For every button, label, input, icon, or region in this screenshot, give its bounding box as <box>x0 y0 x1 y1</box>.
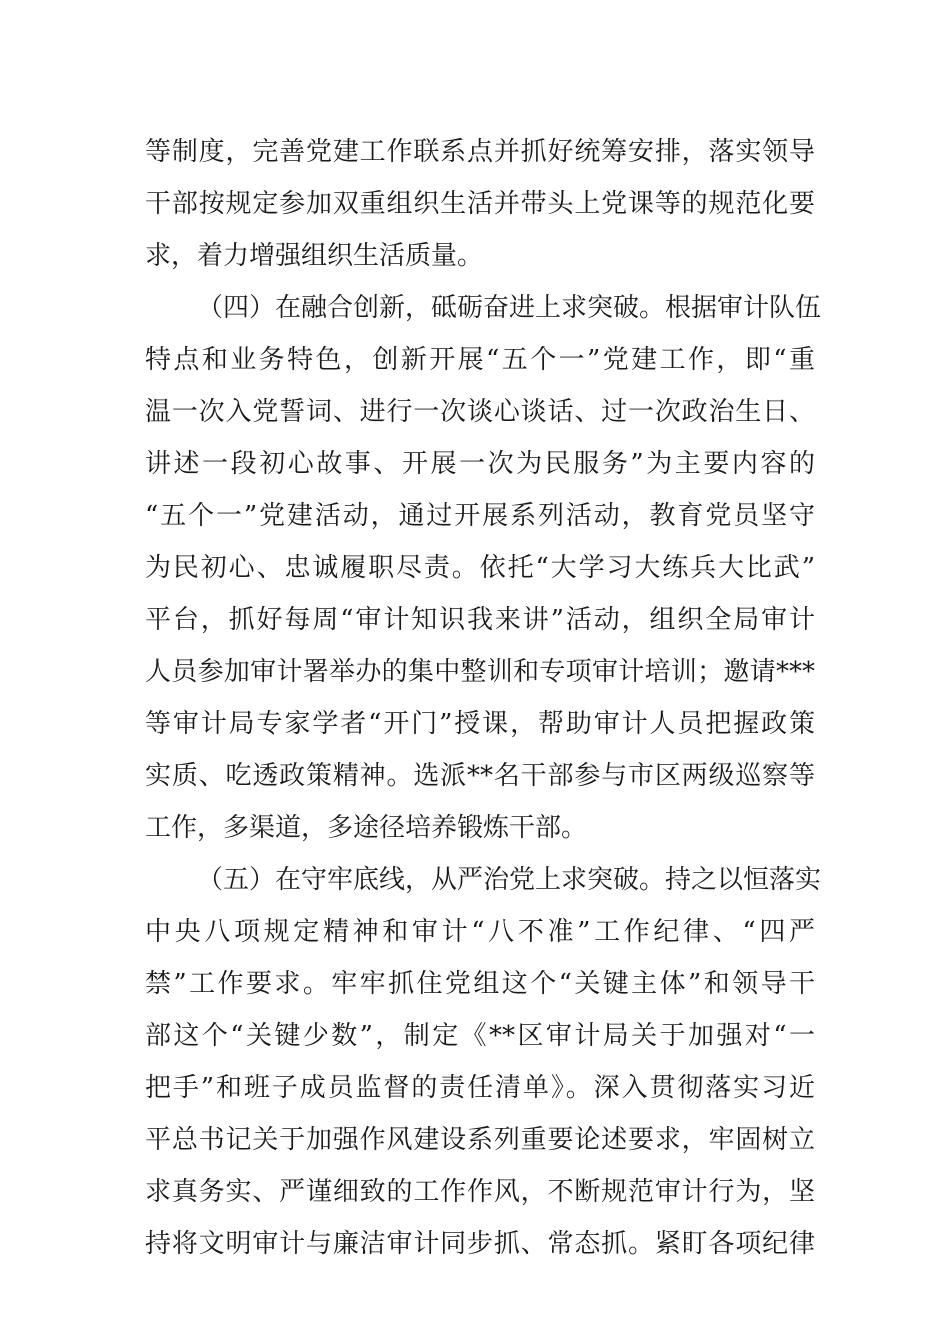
text-line: 中央八项规定精神和审计“八不准”工作纪律、“四严 <box>145 917 815 947</box>
text-line: 温一次入党誓词、进行一次谈心谈话、过一次政治生日、 <box>145 397 815 427</box>
text-line: 实质、吃透政策精神。选派**名干部参与市区两级巡察等 <box>145 761 815 791</box>
text-line: 求真务实、严谨细致的工作作风，不断规范审计行为，坚 <box>145 1177 815 1207</box>
text-line: 等审计局专家学者“开门”授课，帮助审计人员把握政策 <box>145 709 815 739</box>
text-line: 干部按规定参加双重组织生活并带头上党课等的规范化要 <box>145 189 815 219</box>
section-heading-line: （五）在守牢底线，从严治党上求突破。持之以恒落实 <box>197 865 822 895</box>
section-heading-line: （四）在融合创新，砥砺奋进上求突破。根据审计队伍 <box>197 293 822 323</box>
text-line: 平总书记关于加强作风建设系列重要论述要求，牢固树立 <box>145 1125 815 1155</box>
text-line: 禁”工作要求。牢牢抓住党组这个“关键主体”和领导干 <box>145 969 815 999</box>
text-line: 平台，抓好每周“审计知识我来讲”活动，组织全局审计 <box>145 605 815 635</box>
text-line: 特点和业务特色，创新开展“五个一”党建工作，即“重 <box>145 345 815 375</box>
text-line: 持将文明审计与廉洁审计同步抓、常态抓。紧盯各项纪律 <box>145 1229 815 1259</box>
text-line: “五个一”党建活动，通过开展系列活动，教育党员坚守 <box>145 501 815 531</box>
text-line: 等制度，完善党建工作联系点并抓好统筹安排，落实领导 <box>145 137 815 167</box>
text-line: 讲述一段初心故事、开展一次为民服务”为主要内容的 <box>145 449 815 479</box>
text-line: 把手”和班子成员监督的责任清单》。深入贯彻落实习近 <box>145 1073 815 1103</box>
text-line: 人员参加审计署举办的集中整训和专项审计培训；邀请*** <box>145 657 815 687</box>
text-line: 部这个“关键少数”，制定《**区审计局关于加强对“一 <box>145 1021 815 1051</box>
text-line: 为民初心、忠诚履职尽责。依托“大学习大练兵大比武” <box>145 553 815 583</box>
text-line: 工作，多渠道，多途径培养锻炼干部。 <box>145 813 588 843</box>
text-line: 求，着力增强组织生活质量。 <box>145 241 484 271</box>
